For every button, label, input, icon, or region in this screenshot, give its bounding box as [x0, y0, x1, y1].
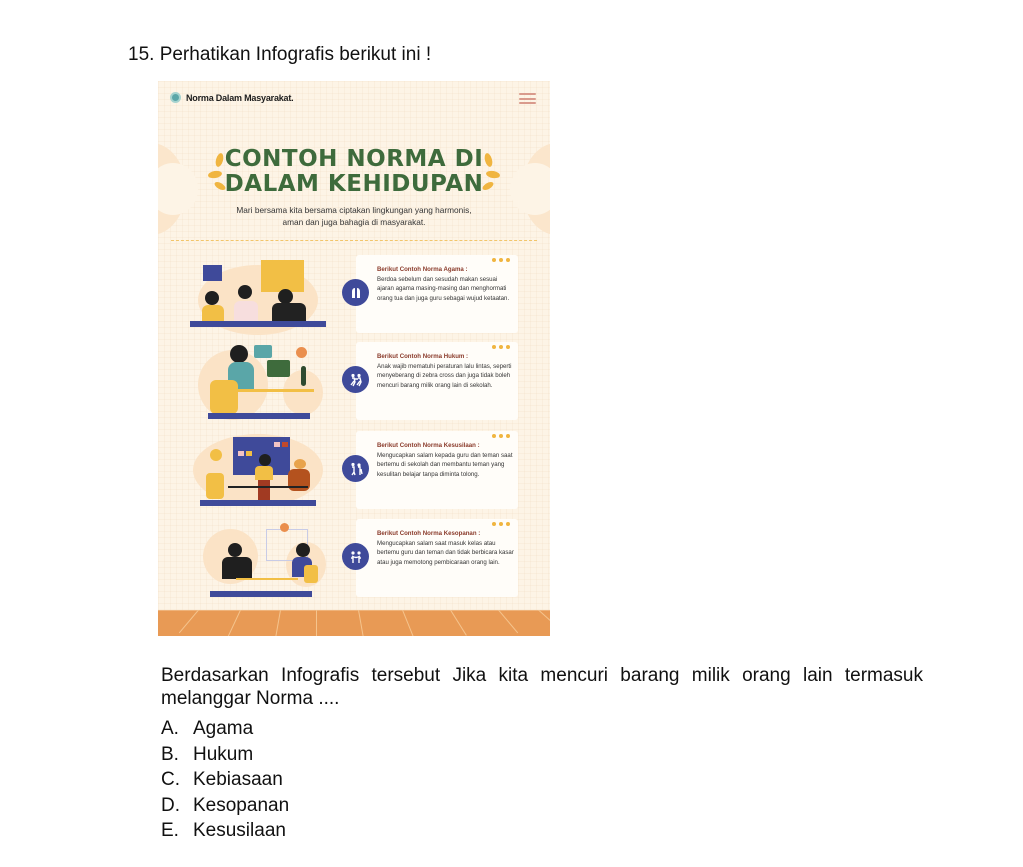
question-text: Berdasarkan Infografis tersebut Jika kita mencuri barang milik orang lain termasuk melanggar Norma ....: [161, 665, 923, 709]
option-a[interactable]: [161, 716, 289, 742]
card-text: Berdoa sebelum dan sesudah makan sesuai ajaran agama masing-masing dan menghormati orang tua dan juga guru sebagai wujud ketaatan.: [377, 276, 510, 302]
option-letter: A.: [161, 718, 179, 739]
option-letter: E.: [161, 820, 179, 842]
infographic: [158, 81, 550, 636]
option-d[interactable]: [161, 793, 289, 819]
option-label: Kesopanan: [193, 794, 290, 816]
option-label: Agama: [193, 718, 254, 739]
option-label: Kesusilaan: [193, 820, 286, 842]
norma-kesusilaan-row: [158, 429, 550, 515]
option-label: Kebiasaan: [193, 769, 283, 791]
infographic-title: [158, 147, 550, 197]
subtitle-line-2: aman dan juga bahagia di masyarakat.: [282, 217, 426, 227]
infographic-header: [170, 92, 293, 103]
option-letter: B.: [161, 743, 179, 765]
option-b[interactable]: [161, 742, 289, 768]
card-title: Berikut Contoh Norma Kesopanan :: [377, 530, 481, 537]
helping-elderly-icon: [342, 455, 369, 482]
dots-icon: [492, 345, 510, 349]
norma-hukum-card: [356, 342, 518, 420]
infographic-subtitle: [158, 204, 550, 228]
team-meeting-illustration: [188, 429, 328, 509]
dots-icon: [492, 258, 510, 262]
subtitle-line-1: Mari bersama kita bersama ciptakan lingkungan yang harmonis,: [236, 205, 472, 215]
conversation-illustration: [188, 517, 328, 597]
card-text: Mengucapkan salam kepada guru dan teman saat bertemu di sekolah dan membantu teman yang kesulitan belajar tanpa diminta tolong.: [377, 452, 513, 478]
logo-icon: [170, 92, 181, 103]
floor-decoration: [158, 610, 550, 636]
hamburger-icon: [519, 93, 536, 104]
card-text: Mengucapkan salam saat masuk kelas atau bertemu guru dan teman dan tidak berbicara kasar atau juga memotong pembicaraan orang lain.: [377, 540, 514, 566]
norma-kesopanan-card: [356, 519, 518, 597]
norma-hukum-row: [158, 340, 550, 426]
norma-kesusilaan-card: [356, 431, 518, 509]
norma-agama-card: [356, 255, 518, 333]
praying-hands-icon: [342, 279, 369, 306]
handshake-hug-icon: [342, 543, 369, 570]
dashed-divider: [171, 240, 537, 241]
card-title: Berikut Contoh Norma Hukum :: [377, 353, 469, 360]
card-title: Berikut Contoh Norma Kesusilaan :: [377, 442, 480, 449]
option-label: Hukum: [193, 743, 254, 765]
dots-icon: [492, 522, 510, 526]
option-letter: D.: [161, 794, 180, 816]
woman-laptop-illustration: [188, 340, 328, 420]
people-walking-icon: [342, 366, 369, 393]
norma-agama-row: [158, 253, 550, 339]
answer-options: [161, 716, 289, 844]
title-line-2: DALAM KEHIDUPAN: [224, 171, 484, 197]
norma-kesopanan-row: [158, 517, 550, 603]
card-title: Berikut Contoh Norma Agama :: [377, 266, 468, 273]
title-line-1: CONTOH NORMA DI: [224, 146, 484, 172]
question-heading: 15. Perhatikan Infografis berikut ini !: [128, 44, 432, 65]
card-text: Anak wajib mematuhi peraturan lalu lintas, seperti menyeberang di zebra cross dan juga tidak boleh mencuri barang milik orang lain di sekolah.: [377, 363, 512, 389]
option-c[interactable]: [161, 767, 289, 793]
option-e[interactable]: [161, 818, 289, 844]
dots-icon: [492, 434, 510, 438]
option-letter: C.: [161, 769, 180, 791]
brand-name: Norma Dalam Masyarakat.: [186, 92, 294, 103]
family-dining-illustration: [188, 253, 328, 333]
